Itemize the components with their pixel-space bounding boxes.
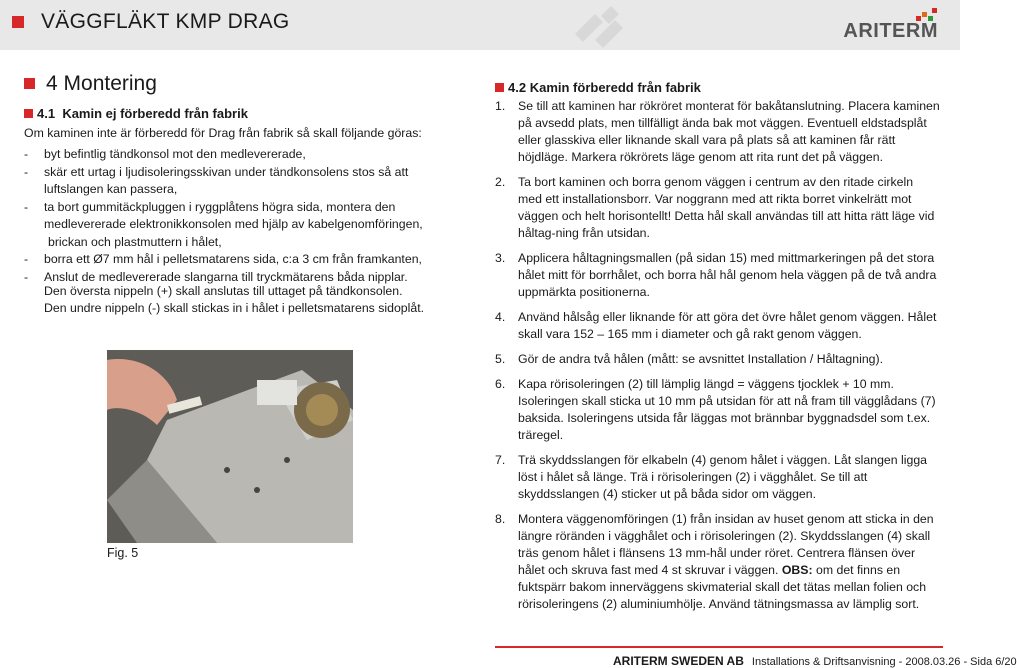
logo-text: ARITERM bbox=[843, 20, 938, 42]
footer-company: ARITERM SWEDEN AB bbox=[613, 654, 744, 668]
ariterm-logo bbox=[838, 13, 938, 42]
subsection-number: 4.2 bbox=[508, 80, 527, 95]
subsection-heading-right bbox=[495, 80, 701, 95]
list-item: 6. Kapa rörisoleringen (2) till lämplig längd = väggens tjocklek + 10 mm. Isoleringen skall sticka ut 10 mm på utsidan för att nå fram till vägglådans (7) baksida. Isoleringens utsida får läggas mot brännbar byggnadsdel som t.ex. träregel. bbox=[495, 377, 936, 442]
list-item: 3. Applicera håltagningsmallen (på sidan 15) med mittmarkeringen på det stora hålet mitt för borrhålet, och borra hål hål genom hela väggen på de två andra uppmärkta positionerna. bbox=[495, 251, 937, 299]
page-footer bbox=[613, 654, 1017, 668]
header-square-icon bbox=[12, 16, 24, 28]
list-item: - ta bort gummitäckpluggen i ryggplåtens högra sida, montera den medlevererade elektronikkonsolen med hjälp av kabelgenomföringen, brickan och plastmuttern i hålet, bbox=[24, 199, 423, 249]
obs-label: OBS: bbox=[781, 563, 813, 577]
instruction-list bbox=[24, 146, 464, 286]
subsection-title: Kamin förberedd från fabrik bbox=[529, 80, 701, 95]
list-item: 1. Se till att kaminen har rökröret monterat för bakåtanslutning. Placera kaminen på avsedd plats, men tillfälligt ända bak mot väggen. Eventuell eldstadsplåt eller glasskiva eller liknande skall vara på plats så att kaminen får rätt höjdläge. Markera rökrörets läge genom att rita runt det på väggen. bbox=[495, 99, 940, 164]
list-item: 8. Montera väggenomföringen (1) från insidan av huset genom att sticka in den längre röränden i vägghålet och i rörisoleringen (2). Skyddsslangen (4) skall träs genom hålet i flänsens 13 mm-hål under röret. Centrera flänsen över hålet och skruva fast med 4 st skruvar i väggen. OBS: om det finns en fuktspärr bakom innerväggens skivmaterial skall det tätas mellan folien och rörisoleringens (2) aluminiumhölje. Använd tätningsmassa av lämplig sort. bbox=[495, 512, 934, 611]
subsection-square-icon bbox=[24, 109, 33, 118]
figure-photo bbox=[107, 350, 353, 543]
section-heading bbox=[24, 72, 157, 96]
step-list bbox=[495, 98, 940, 613]
footer-rule bbox=[495, 646, 943, 648]
list-item: 5. Gör de andra två hålen (mått: se avsnittet Installation / Håltagning). bbox=[495, 352, 884, 366]
photo-illustration bbox=[107, 350, 353, 543]
section-square-icon bbox=[24, 78, 35, 89]
list-item-continuation: brickan och plastmuttern i hålet, bbox=[48, 234, 222, 249]
figure-caption: Fig. 5 bbox=[107, 546, 139, 560]
list-item: - skär ett urtag i ljudisoleringsskivan under tändkonsolens stos så att luftslangen kan passera, bbox=[24, 164, 409, 196]
subsection-title: Kamin ej förberedd från fabrik bbox=[62, 106, 248, 121]
continuation-line-1: Den översta nippeln (+) skall anslutas till uttaget på tändkonsolen. bbox=[44, 284, 403, 298]
list-item: 2. Ta bort kaminen och borra genom väggen i centrum av den ritade cirkeln med ett installationsborr. Var noggrann med att rikta borret vinkelrätt mot väggen och helt horisontellt! Detta hål skall användas till att hitta rätt läge vid håltag-ning från utsidan. bbox=[495, 175, 935, 240]
subsection-heading-left bbox=[24, 106, 248, 121]
footer-info: Installations & Driftsanvisning - 2008.03.26 - Sida 6/20 bbox=[751, 656, 1017, 668]
list-item: 7. Trä skyddsslangen för elkabeln (4) genom hålet i väggen. Låt slangen ligga löst i hålet så länge. Trä i rörisoleringen (2) i vägghålet. Se till att skyddsslangen (4) sticker ut på båda sidor om väggen. bbox=[495, 453, 928, 501]
list-item: 4. Använd hålsåg eller liknande för att göra det övre hålet genom väggen. Hålet skall vara 152 – 165 mm i diameter och gå rakt genom väggen. bbox=[495, 310, 937, 341]
header-title: VÄGGFLÄKT KMP DRAG bbox=[41, 10, 290, 33]
list-item: - Anslut de medlevererade slangarna till tryckmätarens båda nipplar. bbox=[24, 269, 408, 284]
list-item: - byt befintlig tändkonsol mot den medlevererade, bbox=[24, 147, 306, 161]
intro-text: Om kaminen inte är förberedd för Drag från fabrik så skall följande göras: bbox=[24, 126, 422, 140]
subsection-number: 4.1 bbox=[37, 106, 56, 121]
section-number: 4 bbox=[46, 72, 58, 95]
page-header bbox=[0, 0, 960, 50]
decorative-stripes-icon bbox=[565, 4, 635, 48]
list-item: - borra ett Ø7 mm hål i pelletsmatarens sida, c:a 3 cm från framkanten, bbox=[24, 252, 422, 266]
subsection-square-icon bbox=[495, 83, 504, 92]
section-title: Montering bbox=[63, 72, 157, 95]
continuation-line-2: Den undre nippeln (-) skall stickas in i hålet i pelletsmatarens sidoplåt. bbox=[44, 301, 425, 315]
